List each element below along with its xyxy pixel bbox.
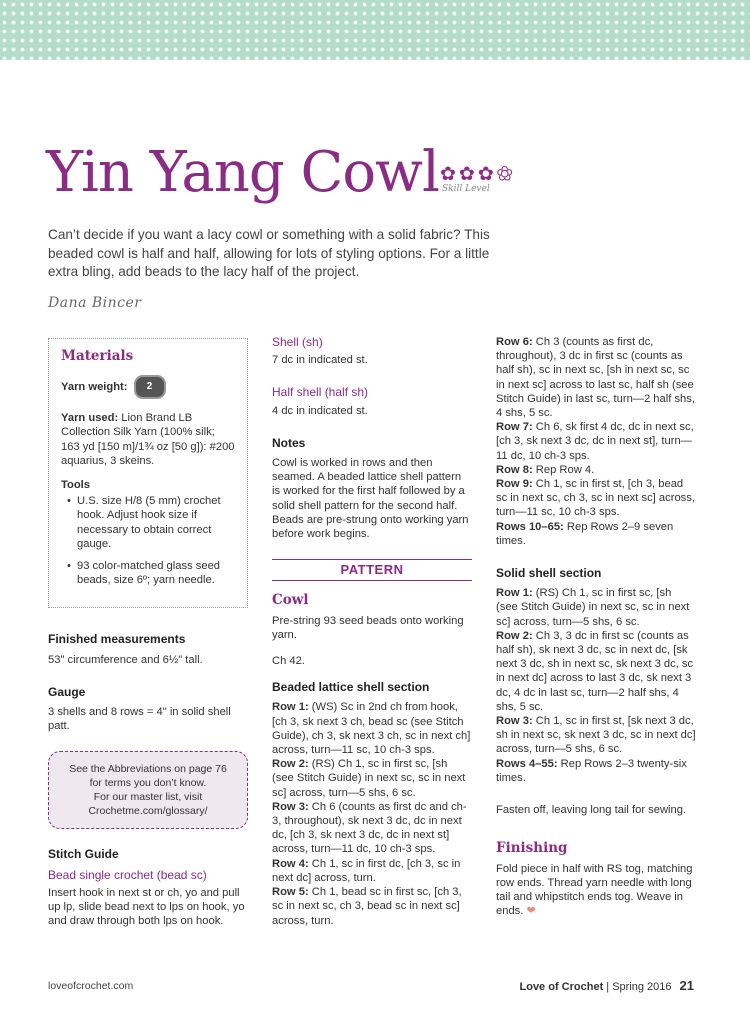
yarn-weight-icon: 2 bbox=[134, 375, 166, 399]
tools-heading: Tools bbox=[61, 479, 91, 492]
gauge-text: 3 shells and 8 rows = 4" in solid shell patt. bbox=[48, 706, 231, 733]
list-item bbox=[496, 335, 696, 420]
ch-text: Ch 42. bbox=[272, 655, 305, 668]
list-item bbox=[496, 714, 696, 757]
row-label: Row 4: bbox=[272, 857, 309, 870]
row-label: Row 2: bbox=[272, 758, 309, 771]
skill-level bbox=[440, 165, 513, 194]
row-label: Rows 4–55: bbox=[496, 757, 558, 770]
list-item bbox=[272, 857, 472, 885]
yarn-used bbox=[61, 411, 235, 468]
tools-list bbox=[61, 494, 235, 587]
row-label: Row 1: bbox=[496, 587, 533, 600]
row-text: (RS) Ch 1, sc in first sc, [sh (see Stitch Guide) in next sc, sc in next sc] across, turn—5 shs, 6 sc. bbox=[272, 758, 466, 799]
author-name: Dana Bincer bbox=[48, 295, 142, 311]
row-label: Row 2: bbox=[496, 629, 533, 642]
column-3 bbox=[496, 335, 696, 936]
notes-text: Cowl is worked in rows and then seamed. A beaded lattice shell pattern is worked for the first half followed by a solid shell pattern for the second half. Beads are pre-strung onto working yarn before work begins. bbox=[272, 457, 469, 541]
gauge-heading: Gauge bbox=[48, 684, 86, 699]
footer-site: loveofcrochet.com bbox=[48, 980, 134, 992]
yarn-weight bbox=[61, 375, 235, 399]
row-label: Row 9: bbox=[496, 478, 533, 491]
bead-sc-title: Bead single crochet (bead sc) bbox=[48, 867, 207, 882]
row-text: Rep Rows 2–9 seven times. bbox=[496, 520, 674, 547]
beaded-heading: Beaded lattice shell section bbox=[272, 680, 430, 695]
column-2 bbox=[272, 335, 472, 928]
row-text: Ch 3, 3 dc in first sc (counts as half sh), sk next 3 dc, sc in next dc, [sk next 3 dc, sh in next sc, sk next 3 dc, sc in next dc] across to last 3 dc, sk next 3 dc, 4 dc in last sc, turn—2 half shs, 4 shs, 5 sc. bbox=[496, 629, 694, 713]
footer-magazine: Love of Crochet bbox=[519, 981, 604, 993]
yarn-weight-label: Yarn weight: bbox=[61, 381, 128, 394]
finishing-text: Fold piece in half with RS tog, matching row ends. Thread yarn needle with long tail and whipstitch ends tog. Weave in ends. bbox=[496, 862, 693, 918]
list-item bbox=[272, 700, 472, 757]
row-label: Row 7: bbox=[496, 421, 533, 434]
list-item: • U.S. size H/8 (5 mm) crochet hook. Adjust hook size if necessary to obtain correct gauge. bbox=[71, 494, 235, 551]
skill-flower-filled-icon: ✿ bbox=[458, 164, 475, 185]
row-text: Ch 1, bead sc in first sc, [ch 3, sc in next sc, ch 3, bead sc in next sc] across, turn. bbox=[272, 886, 462, 927]
callout-line-1: See the Abbreviations on page 76 for terms you don’t know. bbox=[69, 763, 227, 790]
skill-flower-empty-icon: ✿ bbox=[496, 164, 513, 185]
list-item bbox=[272, 757, 472, 800]
bead-sc-text: Insert hook in next st or ch, yo and pull up lp, slide bead next to lps on hook, yo and draw through both lps on hook. bbox=[48, 886, 245, 928]
finishing-paragraph bbox=[496, 862, 696, 919]
row-label: Row 8: bbox=[496, 463, 533, 476]
pattern-bar: PATTERN bbox=[272, 559, 472, 581]
row-text: Rep Rows 2–3 twenty-six times. bbox=[496, 757, 687, 784]
prestring-text: Pre-string 93 seed beads onto working yarn. bbox=[272, 614, 464, 641]
list-item bbox=[496, 420, 696, 463]
row-label: Row 3: bbox=[496, 715, 533, 728]
shell-text: 7 dc in indicated st. bbox=[272, 354, 368, 367]
row-text: Ch 1, sc in first st, [sk next 3 dc, sh in next sc, sk next 3 dc, sc in next dc] across, turn—5 shs, 6 sc. bbox=[496, 715, 696, 756]
row-text: Rep Row 4. bbox=[532, 463, 595, 476]
finished-text: 53" circumference and 6½" tall. bbox=[48, 653, 203, 666]
materials-heading: Materials bbox=[61, 348, 134, 364]
heart-icon: ❤ bbox=[526, 905, 536, 918]
row-label: Row 3: bbox=[272, 800, 309, 813]
list-item bbox=[496, 757, 696, 785]
finishing-heading: Finishing bbox=[496, 840, 568, 857]
row-label: Row 6: bbox=[496, 336, 533, 348]
notes-heading: Notes bbox=[272, 435, 306, 450]
row-label: Rows 10–65: bbox=[496, 520, 564, 533]
skill-level-label: Skill Level bbox=[442, 184, 490, 194]
decorative-dotted-band bbox=[0, 0, 750, 60]
list-item bbox=[272, 885, 472, 928]
solid-heading: Solid shell section bbox=[496, 566, 602, 581]
row-text: (WS) Sc in 2nd ch from hook, [ch 3, sk next 3 ch, bead sc (see Stitch Guide), ch 3, sk next 3 ch, sc in next ch] across, turn—11 sc, 10 ch-3 sps. bbox=[272, 701, 471, 757]
row-text: Ch 1, sc in first dc, [ch 3, sc in next dc] across, turn. bbox=[272, 857, 461, 884]
yarn-used-label: Yarn used: bbox=[61, 412, 119, 425]
skill-flowers bbox=[440, 165, 513, 184]
footer-issue: | Spring 2016 bbox=[603, 981, 672, 993]
row-text: Ch 3 (counts as first dc, throughout), 3 dc in first sc (counts as half sh), sc in next sc, [sh in next sc, sc in next sc] across to last sc, half sh (see Stitch Guide) in last sc, turn—2 half shs, 4 shs, 5 sc. bbox=[496, 336, 695, 420]
half-shell-text: 4 dc in indicated st. bbox=[272, 404, 368, 417]
skill-flower-filled-icon: ✿ bbox=[477, 164, 494, 185]
list-item bbox=[496, 520, 696, 548]
finished-heading: Finished measurements bbox=[48, 632, 186, 647]
list-item bbox=[496, 586, 696, 629]
skill-flower-filled-icon: ✿ bbox=[440, 164, 456, 185]
row-text: Ch 1, sc in first st, [ch 3, bead sc in next sc, ch 3, sc in next sc] across, turn—11 sc, 10 ch-3 sps. bbox=[496, 478, 695, 519]
list-item bbox=[496, 477, 696, 520]
footer-right bbox=[520, 978, 695, 993]
list-item bbox=[496, 463, 696, 477]
row-text: (RS) Ch 1, sc in first sc, [sh (see Stitch Guide) in next sc, sc in next sc] across, turn—5 shs, 6 sc. bbox=[496, 587, 690, 628]
fasten-off-text: Fasten off, leaving long tail for sewing. bbox=[496, 804, 687, 817]
yarn-used-text: Lion Brand LB Collection Silk Yarn (100% silk; 163 yd [150 m]/1¾ oz [50 g]): #200 aquarius, 3 skeins. bbox=[61, 412, 235, 467]
row-text: Ch 6 (counts as first dc and ch-3, throughout), sk next 3 dc, dc in next dc, [ch 3, sk next 3 dc, dc in next st] across, turn—11 dc, 10 ch-3 sps. bbox=[272, 800, 467, 856]
column-1 bbox=[48, 338, 248, 946]
tools bbox=[61, 478, 235, 587]
shell-title: Shell (sh) bbox=[272, 335, 323, 349]
row-label: Row 5: bbox=[272, 886, 309, 899]
page-title: Yin Yang Cowl bbox=[46, 140, 439, 205]
row-text: Ch 6, sk first 4 dc, dc in next sc, [ch 3, sk next 3 dc, dc in next st], turn—11 dc, 10 ch-3 sps. bbox=[496, 421, 694, 462]
cowl-heading: Cowl bbox=[272, 592, 309, 609]
stitch-guide-heading: Stitch Guide bbox=[48, 847, 119, 862]
callout-line-2: For our master list, visit Crochetme.com/glossary/ bbox=[88, 791, 208, 818]
row-label: Row 1: bbox=[272, 701, 309, 714]
half-shell-title: Half shell (half sh) bbox=[272, 385, 369, 400]
list-item: • 93 color-matched glass seed beads, size 6º; yarn needle. bbox=[71, 559, 235, 587]
abbreviations-callout bbox=[48, 751, 248, 829]
list-item bbox=[272, 800, 472, 857]
list-item bbox=[496, 629, 696, 714]
page-number: 21 bbox=[679, 978, 694, 993]
materials-box bbox=[48, 338, 248, 608]
intro-text: Can’t decide if you want a lacy cowl or something with a solid fabric? This beaded cowl is half and half, allowing for lots of styling options. For a little extra bling, add beads to the lacy half of the project. bbox=[48, 227, 490, 279]
